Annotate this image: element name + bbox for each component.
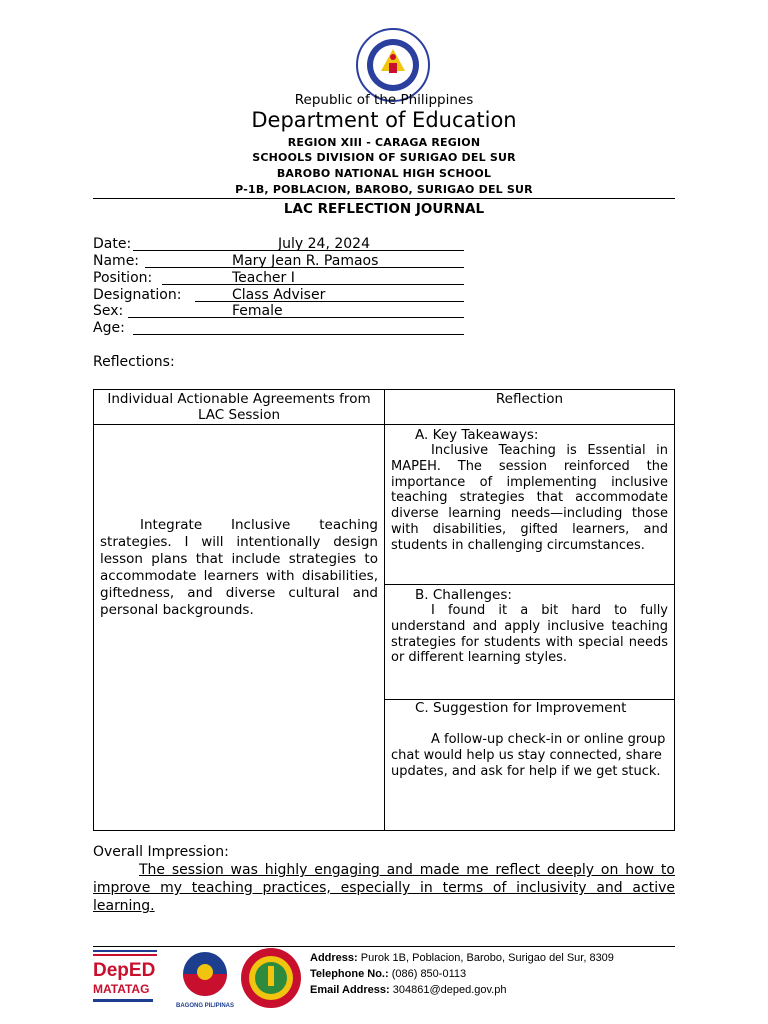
key-takeaways-title: A. Key Takeaways: [415, 427, 539, 443]
email-label: Email Address: [310, 984, 390, 996]
division-line: SCHOOLS DIVISION OF SURIGAO DEL SUR [252, 151, 516, 164]
bagong-pilipinas-logo [172, 950, 238, 1010]
department-name: Department of Education [251, 108, 517, 132]
email-value: 304861@deped.gov.ph [392, 984, 507, 996]
date-label: Date: [93, 236, 132, 252]
school-address-line: P-1B, POBLACION, BAROBO, SURIGAO DEL SUR [235, 183, 533, 196]
phone-label: Telephone No.: [310, 968, 389, 980]
designation-label: Designation: [93, 287, 182, 303]
reflection-cell [385, 425, 675, 831]
address-label: Address: [310, 952, 358, 964]
deped-logo-text: DepED [93, 960, 156, 981]
challenges-title: B. Challenges: [415, 587, 512, 603]
age-label: Age: [93, 320, 125, 336]
position-line [162, 269, 464, 285]
header-divider [93, 198, 675, 199]
republic-line: Republic of the Philippines [294, 92, 474, 108]
school-seal-logo [239, 946, 303, 1010]
overall-impression-label: Overall Impression: [93, 844, 229, 860]
address-value: Purok 1B, Poblacion, Barobo, Surigao del Sur, 8309 [360, 952, 614, 964]
suggestion-section [385, 700, 674, 830]
age-line [133, 319, 464, 335]
footer-divider [93, 946, 675, 947]
challenges-text: I found it a bit hard to fully understand and apply inclusive teaching strategies for students with special needs or different learning styles. [391, 603, 668, 666]
date-value: July 24, 2024 [278, 236, 370, 252]
school-line: BAROBO NATIONAL HIGH SCHOOL [276, 167, 492, 180]
agreement-text: Integrate Inclusive teaching strategies. I will intentionally design lesson plans that include strategies to accommodate learners with disabilities, giftedness, and diverse cultural and personal backgrounds. [100, 517, 378, 618]
name-label: Name: [93, 253, 140, 269]
reflections-label: Reflections: [93, 354, 175, 370]
sex-label: Sex: [93, 303, 124, 319]
agreements-header: Individual Actionable Agreements from LAC Session [94, 390, 385, 425]
region-line: REGION XIII - CARAGA REGION [287, 136, 481, 149]
position-value: Teacher I [232, 270, 295, 286]
designation-value: Class Adviser [232, 287, 326, 303]
deped-matatag-logo [93, 950, 159, 1010]
overall-impression-text: The session was highly engaging and made me reflect deeply on how to improve my teaching practices, especially in terms of inclusivity and active learning. [93, 862, 675, 914]
journal-title: LAC REFLECTION JOURNAL [283, 201, 485, 217]
bagong-pilipinas-text: BAGONG PILIPINAS [175, 1003, 234, 1009]
suggestion-body: A follow-up check-in or online group chat would help us stay connected, share updates, and ask for help if we get stuck. [391, 732, 666, 779]
name-value: Mary Jean R. Pamaos [232, 253, 379, 269]
agreement-cell [94, 425, 385, 831]
key-takeaways-section [385, 427, 674, 585]
suggestion-title: C. Suggestion for Improvement [415, 700, 627, 716]
reflection-header: Reflection [385, 390, 675, 425]
reflection-table [93, 389, 675, 831]
suggestion-text [385, 732, 674, 779]
sex-value: Female [232, 303, 283, 319]
phone-value: (086) 850-0113 [391, 968, 467, 980]
challenges-section [385, 587, 674, 700]
position-label: Position: [93, 270, 153, 286]
matatag-logo-text: MATATAG [93, 982, 150, 996]
footer-contact [310, 950, 614, 998]
sex-line [128, 302, 464, 318]
key-takeaways-text: Inclusive Teaching is Essential in MAPEH. The session reinforced the importance of implementing inclusive teaching strategies that accommodate diverse learning needs—including those with disabilities, gifted learners, and students in challenging circumstances. [391, 443, 668, 553]
